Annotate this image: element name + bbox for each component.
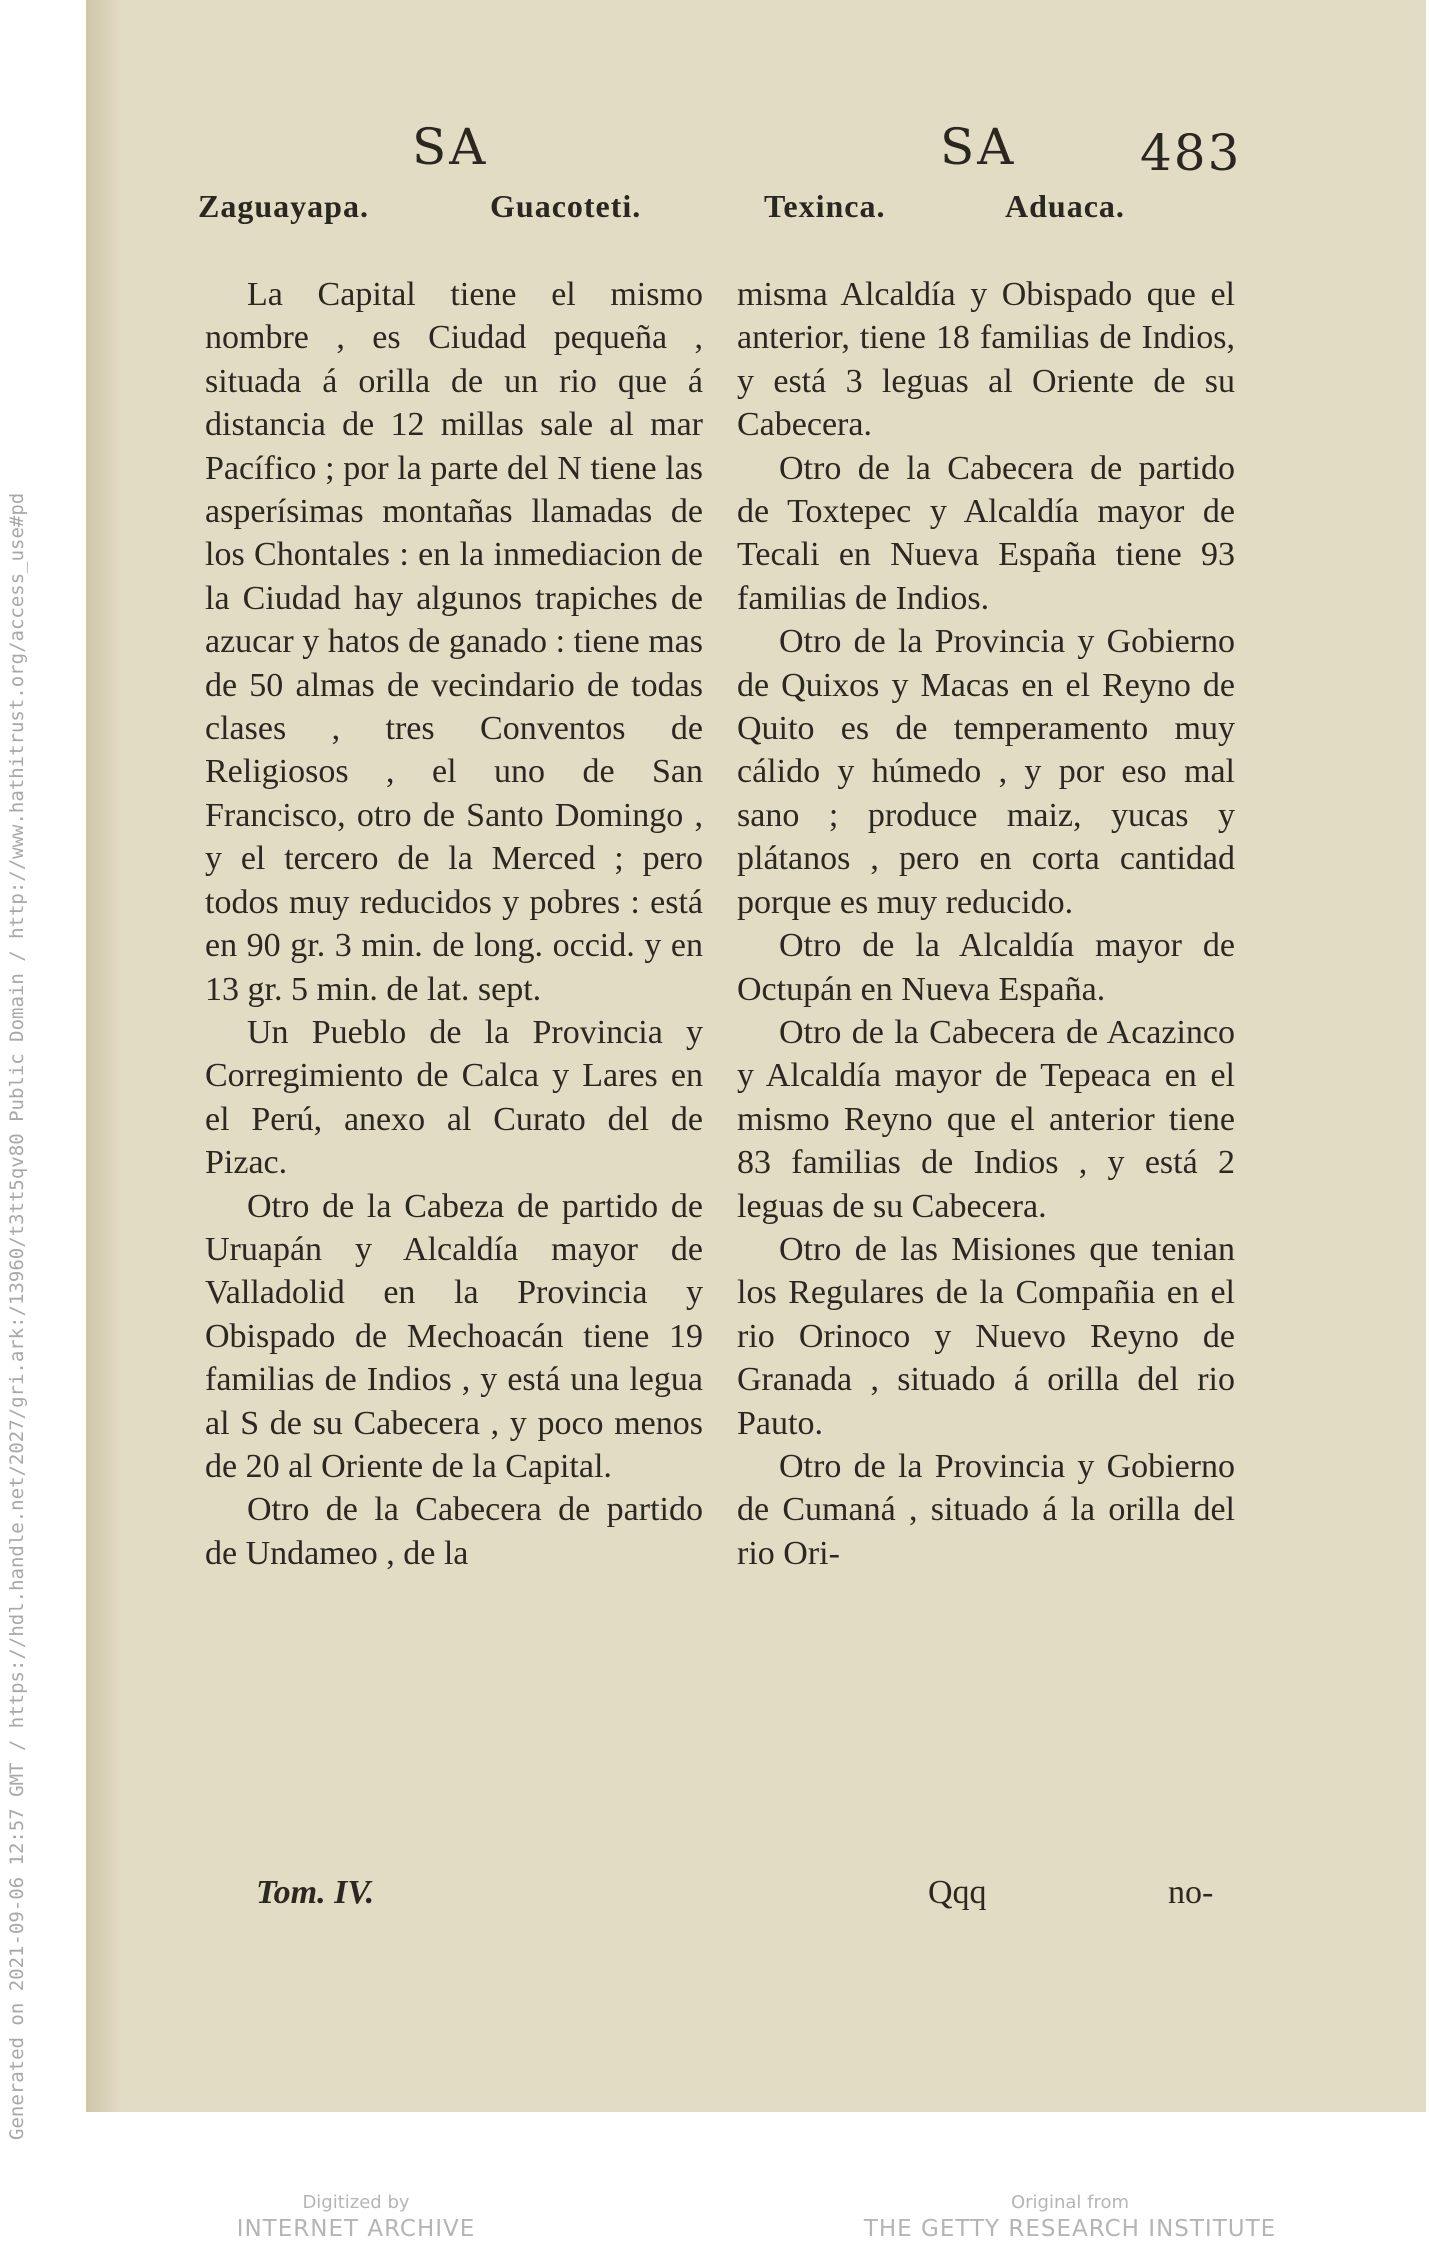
- volume-footer: Tom. IV.: [256, 1874, 375, 1911]
- running-head-left: SA: [412, 118, 489, 176]
- paragraph-cumana: Otro de la Provincia y Gobierno de Cumaná , situado á la orilla del rio Ori-: [737, 1447, 1235, 1572]
- paragraph-quixos: Otro de la Provincia y Gobierno de Quixos y Macas en el Reyno de Quito es de temperamento muy cálido y húmedo , y por eso mal sano ; produce maiz, yucas y plátanos , pero en corta cantidad porque es muy reducido.: [737, 623, 1235, 921]
- catchword: no-: [1168, 1874, 1214, 1911]
- guide-word-left-1: Zaguayapa.: [198, 188, 369, 224]
- generation-notice-text: Generated on 2021-09-06 12:57 GMT / https://hdl.handle.net/2027/gri.ark:/13960/t3tt5qv80 Public Domain / http://www.hathitrust.org/access_use#pd: [6, 492, 28, 2140]
- paragraph-continuation: misma Alcaldía y Obispado que el anterior, tiene 18 familias de Indios, y está 3 leguas al Oriente de su Cabecera.: [737, 276, 1235, 444]
- digitized-by-watermark: [186, 2192, 526, 2242]
- paragraph-toxtepec: Otro de la Cabecera de partido de Toxtepec y Alcaldía mayor de Tecali en Nueva España tiene 93 familias de Indios.: [737, 449, 1235, 617]
- paragraph-orinoco: Otro de las Misiones que tenian los Regulares de la Compañia en el rio Orinoco y Nuevo Reyno de Granada , situado á orilla del rio Pauto.: [737, 1230, 1235, 1442]
- guide-word-left-2: Guacoteti.: [490, 188, 642, 224]
- original-from-watermark: [850, 2192, 1290, 2242]
- left-column: [205, 273, 703, 1575]
- right-column: [737, 273, 1235, 1575]
- paragraph-uruapan: Otro de la Cabeza de partido de Uruapán y Alcaldía mayor de Valladolid en la Provincia y Obispado de Mechoacán tiene 19 familias de Indios , y está una legua al S de su Cabecera , y poco menos de 20 al Oriente de la Capital.: [205, 1187, 703, 1485]
- digitized-by-label: Digitized by: [302, 2192, 410, 2213]
- guide-word-right-1: Texinca.: [764, 188, 886, 224]
- paragraph-capital: La Capital tiene el mismo nombre , es Ciudad pequeña , situada á orilla de un rio que á distancia de 12 millas sale al mar Pacífico ; por la parte del N tiene las asperísimas montañas llamadas de los Chontales : en la inmediacion de la Ciudad hay algunos trapiches de azucar y hatos de ganado : tiene mas de 50 almas de vecindario de todas clases , tres Conventos de Religiosos , el uno de San Francisco, otro de Santo Domingo , y el tercero de la Merced ; pero todos muy reducidos y pobres : está en 90 gr. 3 min. de long. occid. y en 13 gr. 5 min. de lat. sept.: [205, 276, 703, 1008]
- page-gutter-shadow: [86, 0, 122, 2112]
- paragraph-octupan: Otro de la Alcaldía mayor de Octupán en Nueva España.: [737, 927, 1235, 1008]
- paragraph-acazinco: Otro de la Cabecera de Acazinco y Alcaldía mayor de Tepeaca en el mismo Reyno que el anterior tiene 83 familias de Indios , y está 2 leguas de su Cabecera.: [737, 1013, 1235, 1225]
- signature-mark: Qqq: [928, 1874, 987, 1911]
- guide-word-right-2: Aduaca.: [1005, 188, 1125, 224]
- generation-notice: [6, 492, 52, 2140]
- original-from-label: Original from: [1010, 2192, 1130, 2213]
- paragraph-pueblo-calca: Un Pueblo de la Provincia y Corregimiento de Calca y Lares en el Perú, anexo al Curato del de Pizac.: [205, 1013, 703, 1182]
- paragraph-undameo: Otro de la Cabecera de partido de Undameo , de la: [205, 1491, 703, 1572]
- internet-archive-label: INTERNET ARCHIVE: [236, 2216, 476, 2242]
- page-number: 483: [1140, 124, 1242, 182]
- getty-label: THE GETTY RESEARCH INSTITUTE: [863, 2216, 1277, 2242]
- running-head-right: SA: [940, 118, 1017, 176]
